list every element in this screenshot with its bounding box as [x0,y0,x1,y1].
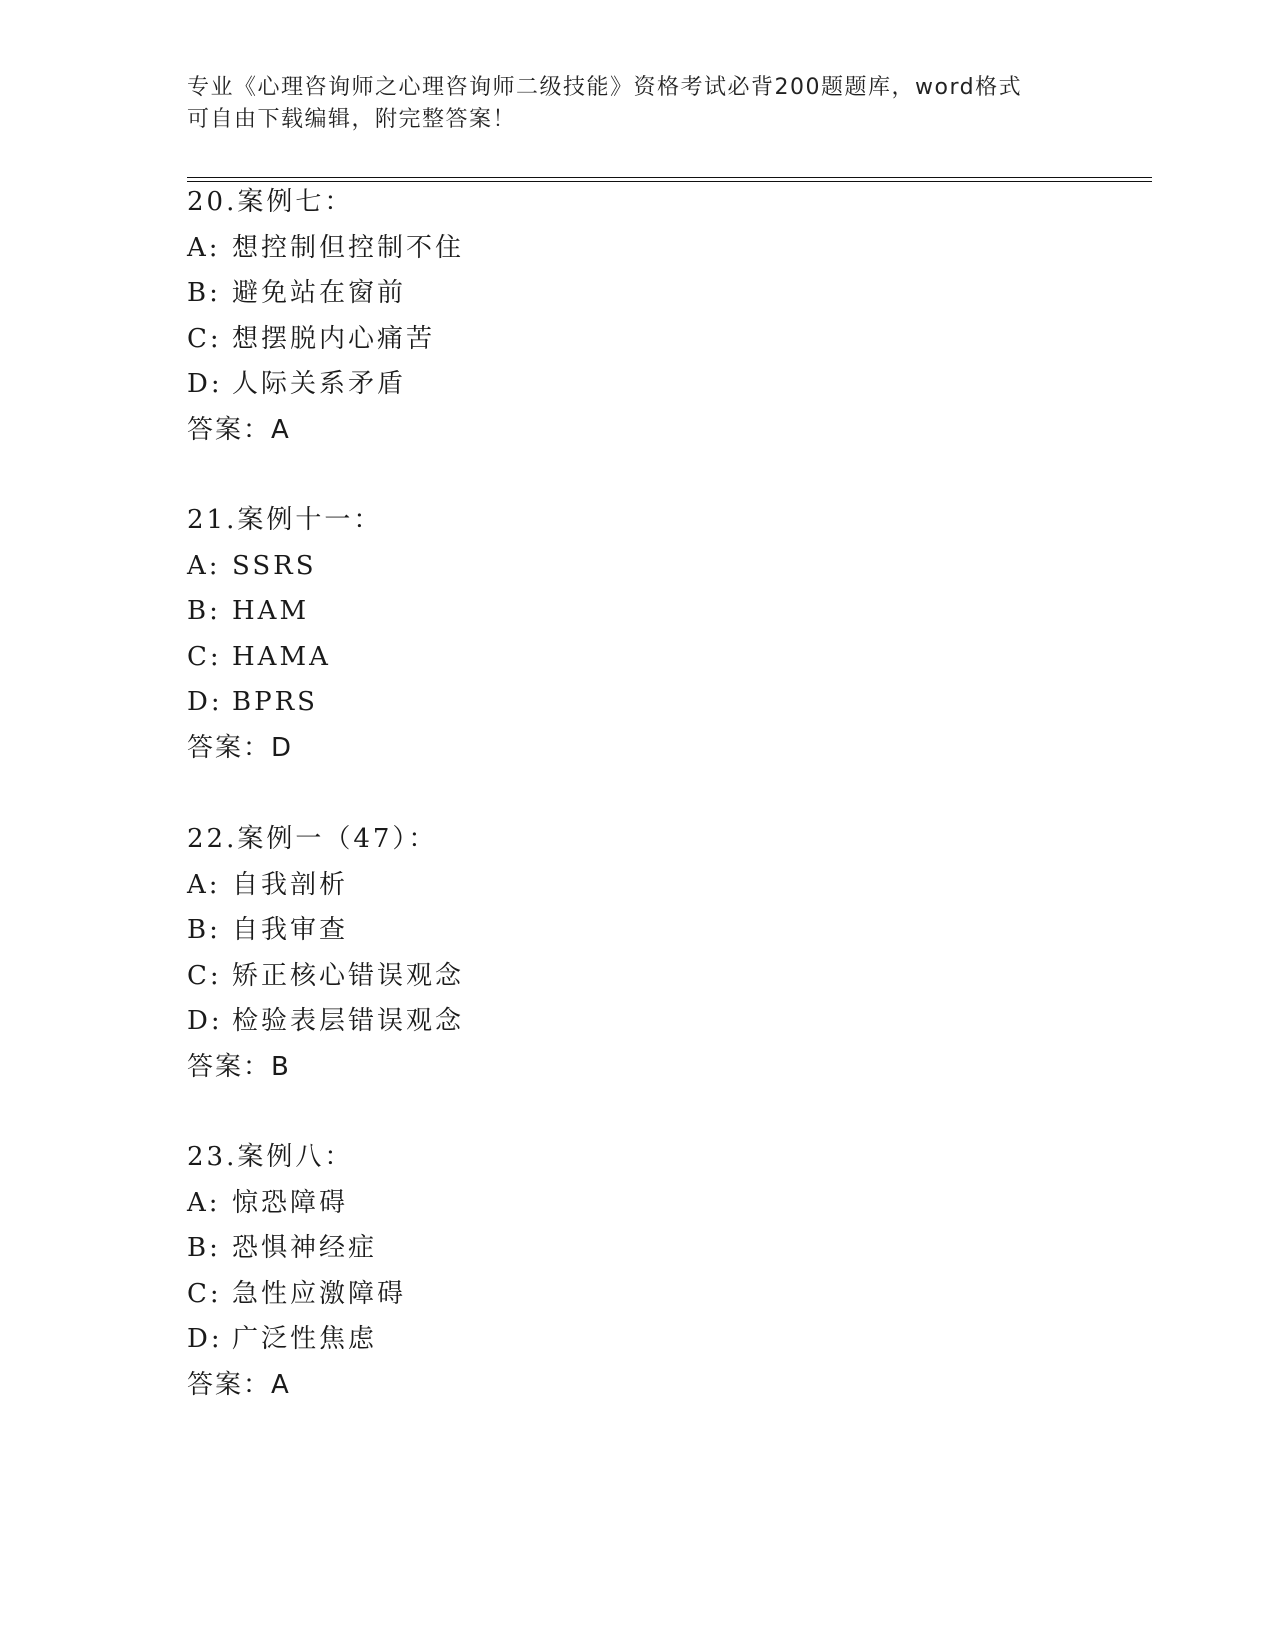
header-line-1: 专业《心理咨询师之心理咨询师二级技能》资格考试必背200题题库，word格式 [187,75,1023,100]
option-d [187,680,887,726]
option-key: C: [187,323,222,354]
option-a [187,1181,887,1227]
option-key: B: [187,278,221,308]
option-key: D: [187,1006,223,1036]
option-b [187,589,887,635]
option-key: C: [187,960,222,991]
option-a [187,863,887,909]
option-key: A: [187,869,221,900]
option-text: 广泛性焦虑 [232,1324,378,1354]
option-a [187,544,887,590]
option-c [187,635,887,681]
option-c [187,317,887,363]
option-key: A: [187,232,221,263]
question-block [187,1135,887,1408]
option-text: 想摆脱内心痛苦 [232,323,436,354]
question-block [187,498,887,771]
option-b [187,908,887,954]
option-text: 自我审查 [232,915,349,945]
option-key: D: [187,687,223,717]
option-c [187,954,887,1000]
option-text: 惊恐障碍 [232,1187,349,1218]
option-key: D: [187,1324,223,1354]
question-stem: 23.案例八： [187,1142,354,1172]
option-key: B: [187,596,221,626]
option-d [187,999,887,1045]
option-key: B: [187,1233,221,1263]
option-c [187,1272,887,1318]
option-d [187,362,887,408]
option-key: D: [187,369,223,399]
option-text: 人际关系矛盾 [232,369,407,399]
option-text: 恐惧神经症 [232,1233,378,1263]
answer-line: 答案：D [187,732,294,763]
answer-line: 答案：A [187,414,291,445]
option-text: HAMA [232,641,331,672]
option-text: BPRS [232,687,318,717]
header-line-2: 可自由下载编辑，附完整答案！ [187,107,517,132]
option-text: 避免站在窗前 [232,278,407,308]
question-block [187,817,887,1090]
option-text: 想控制但控制不住 [232,232,465,263]
option-key: A: [187,550,221,581]
option-key: C: [187,1278,222,1309]
option-text: SSRS [232,550,317,581]
option-a [187,226,887,272]
answer-line: 答案：A [187,1369,291,1400]
option-b [187,271,887,317]
option-b [187,1226,887,1272]
question-stem: 21.案例十一： [187,505,383,535]
answer-line: 答案：B [187,1051,291,1082]
option-text: 检验表层错误观念 [232,1006,465,1036]
question-stem: 22.案例一（47）： [187,824,438,854]
question-block [187,180,887,453]
option-text: 急性应激障碍 [232,1278,407,1309]
question-stem: 20.案例七： [187,187,354,217]
option-key: A: [187,1187,221,1218]
option-text: 矫正核心错误观念 [232,960,465,991]
option-text: HAM [232,596,310,626]
document-header [187,72,1087,136]
option-key: B: [187,915,221,945]
option-text: 自我剖析 [232,869,349,900]
option-d [187,1317,887,1363]
option-key: C: [187,641,222,672]
